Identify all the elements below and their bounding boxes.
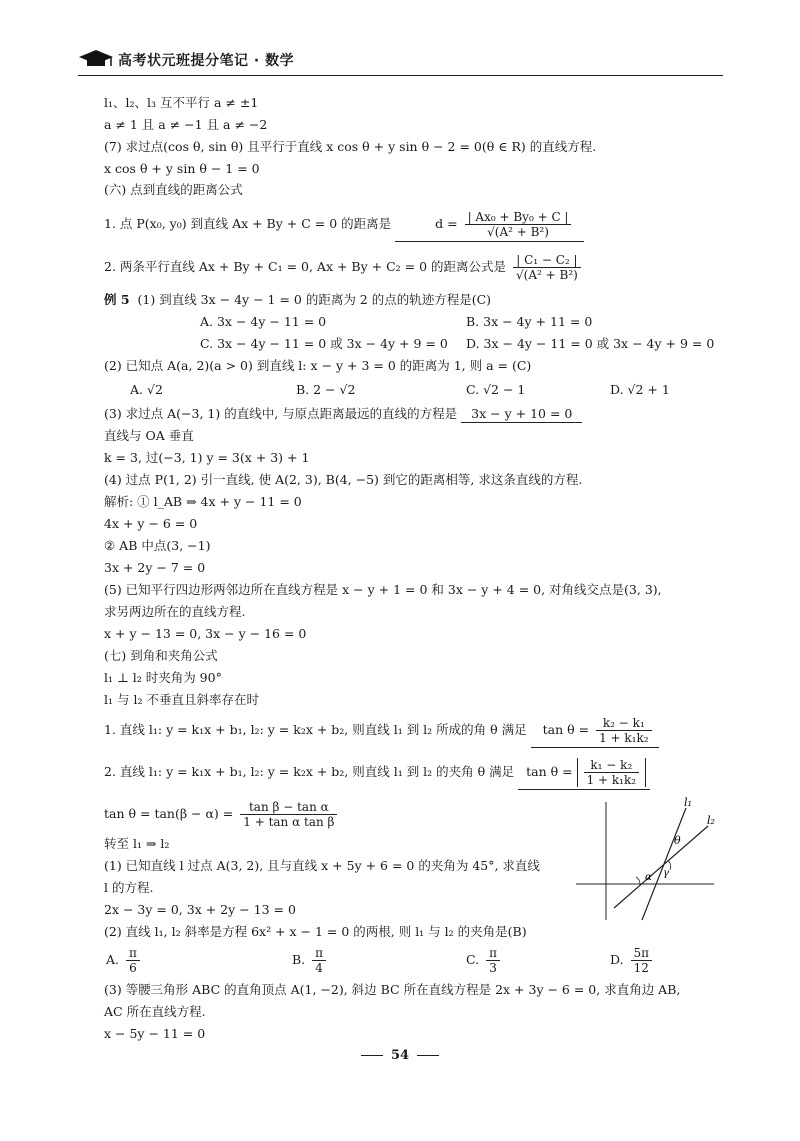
header-rule — [78, 75, 723, 76]
formula-lhs: d = — [435, 216, 458, 231]
text-line: x cos θ + y sin θ − 1 = 0 — [104, 161, 260, 176]
formula-text: 2. 直线 l₁: y = k₁x + b₁, l₂: y = k₂x + b₂, 则直线 l₁ 到 l₂ 的夹角 θ 满足 — [104, 764, 515, 779]
fraction — [584, 758, 639, 787]
question-text: (1) 到直线 3x − 4y − 1 = 0 的距离为 2 的点的轨迹方程是(C) — [137, 292, 492, 307]
fraction-numerator: k₂ − k₁ — [596, 716, 651, 731]
question-text: (1) 已知直线 l 过点 A(3, 2), 且与直线 x + 5y + 6 = 0 的夹角为 45°, 求直线 — [104, 858, 540, 873]
example-question — [104, 292, 491, 308]
text-line: l₁、l₂、l₃ 互不平行 a ≠ ±1 — [104, 95, 259, 110]
label-alpha: α — [645, 872, 652, 883]
formula-text: 1. 点 P(x₀, y₀) 到直线 Ax + By + C = 0 的距离是 — [104, 216, 392, 231]
solution-line: 2x − 3y = 0, 3x + 2y − 13 = 0 — [104, 902, 296, 917]
choice — [292, 946, 329, 975]
choice-label: D. — [610, 952, 624, 967]
fraction — [312, 946, 326, 975]
choice-label: C. — [466, 952, 480, 967]
page-footer — [0, 1048, 800, 1063]
fraction — [240, 800, 337, 829]
fraction-numerator: | Ax₀ + By₀ + C | — [465, 210, 572, 225]
label-l1: l₁ — [684, 796, 692, 809]
question-text: (4) 过点 P(1, 2) 引一直线, 使 A(2, 3), B(4, −5) 到它的距离相等, 求这条直线的方程. — [104, 472, 583, 487]
fraction — [126, 946, 140, 975]
header-title: 高考状元班提分笔记 · 数学 — [118, 53, 295, 69]
page-number: 54 — [390, 1048, 410, 1063]
fraction-denominator: 1 + k₁k₂ — [586, 773, 637, 787]
fraction-denominator: 12 — [633, 961, 649, 975]
text-line: (7) 求过点(cos θ, sin θ) 且平行于直线 x cos θ + y sin θ − 2 = 0(θ ∈ R) 的直线方程. — [104, 139, 597, 154]
formula-lhs: tan θ = tan(β − α) = — [104, 806, 234, 821]
label-gamma: γ — [663, 868, 669, 879]
formula-line — [104, 716, 659, 748]
fraction-denominator: 3 — [489, 961, 497, 975]
solution-line: ② AB 中点(3, −1) — [104, 538, 211, 553]
question-text: AC 所在直线方程. — [104, 1004, 206, 1019]
question-text: 求另两边所在的直线方程. — [104, 604, 246, 619]
graduation-cap-icon — [78, 48, 114, 70]
fraction-numerator: π — [126, 946, 140, 961]
answer-blank: 3x − y + 10 = 0 — [461, 406, 582, 423]
header — [78, 46, 718, 76]
formula-line — [104, 253, 584, 282]
line-l2 — [614, 826, 708, 908]
formula-answer — [531, 716, 659, 748]
text-line: l₁ ⊥ l₂ 时夹角为 90° — [104, 670, 222, 685]
question-line — [104, 406, 582, 423]
fraction-denominator: 1 + tan α tan β — [243, 815, 335, 829]
choice: A. 3x − 4y − 11 = 0 — [200, 314, 327, 329]
fraction-numerator: 5π — [631, 946, 653, 961]
fraction-numerator: tan β − tan α — [240, 800, 337, 815]
choice: C. √2 − 1 — [466, 382, 526, 397]
formula-line — [104, 800, 340, 829]
footer-dash — [361, 1055, 383, 1056]
choice: D. 3x − 4y − 11 = 0 或 3x − 4y + 9 = 0 — [466, 336, 715, 351]
text-line: a ≠ 1 且 a ≠ −1 且 a ≠ −2 — [104, 117, 268, 132]
fraction-numerator: π — [312, 946, 326, 961]
choice-label: A. — [106, 952, 120, 967]
formula-lhs: tan θ = — [526, 764, 573, 779]
question-text: (2) 已知点 A(a, 2)(a > 0) 到直线 l: x − y + 3 = 0 的距离为 1, 则 a = (C) — [104, 358, 532, 373]
question-text: (5) 已知平行四边形两邻边所在直线方程是 x − y + 1 = 0 和 3x − y + 4 = 0, 对角线交点是(3, 3), — [104, 582, 662, 597]
question-text: (3) 等腰三角形 ABC 的直角顶点 A(1, −2), 斜边 BC 所在直线方程是 2x + 3y − 6 = 0, 求直角边 AB, — [104, 982, 681, 997]
label-theta: θ — [674, 834, 681, 847]
formula-answer — [395, 210, 584, 242]
fraction-denominator: 1 + k₁k₂ — [599, 731, 649, 745]
choice: A. √2 — [130, 382, 163, 397]
text-line: l₁ 与 l₂ 不垂直且斜率存在时 — [104, 692, 259, 707]
choice: B. 2 − √2 — [296, 382, 356, 397]
solution-line: k = 3, 过(−3, 1) y = 3(x + 3) + 1 — [104, 450, 310, 465]
formula-line — [104, 210, 584, 242]
choice-label: B. — [292, 952, 306, 967]
choice: C. 3x − 4y − 11 = 0 或 3x − 4y + 9 = 0 — [200, 336, 448, 351]
angle-arc-alpha — [636, 877, 640, 884]
fraction — [486, 946, 500, 975]
section-heading: (六) 点到直线的距离公式 — [104, 182, 243, 197]
formula-lhs: tan θ = — [542, 722, 590, 737]
fraction — [631, 946, 653, 975]
absolute-value — [577, 758, 646, 787]
fraction-denominator: 4 — [315, 961, 323, 975]
fraction-denominator: √(A² + B²) — [516, 268, 578, 282]
formula-answer — [518, 758, 650, 790]
choice — [610, 946, 655, 975]
choice: B. 3x − 4y + 11 = 0 — [466, 314, 593, 329]
fraction-denominator: 6 — [129, 961, 137, 975]
fraction-numerator: π — [486, 946, 500, 961]
solution-line: x + y − 13 = 0, 3x − y − 16 = 0 — [104, 626, 307, 641]
fraction — [465, 210, 572, 239]
label-l2: l₂ — [707, 814, 715, 827]
solution-line: 直线与 OA 垂直 — [104, 428, 194, 443]
fraction-denominator: √(A² + B²) — [487, 225, 549, 239]
solution-line: 3x + 2y − 7 = 0 — [104, 560, 206, 575]
fraction — [596, 716, 651, 745]
formula-text: 2. 两条平行直线 Ax + By + C₁ = 0, Ax + By + C₂ = 0 的距离公式是 — [104, 259, 507, 274]
question-text: (2) 直线 l₁, l₂ 斜率是方程 6x² + x − 1 = 0 的两根, 则 l₁ 与 l₂ 的夹角是(B) — [104, 924, 527, 939]
angle-diagram — [570, 796, 720, 926]
question-text: (3) 求过点 A(−3, 1) 的直线中, 与原点距离最远的直线的方程是 — [104, 406, 458, 421]
section-heading: (七) 到角和夹角公式 — [104, 648, 218, 663]
text-line: 转至 l₁ ⇒ l₂ — [104, 836, 170, 851]
solution-line: 解析: ① l_AB ⇒ 4x + y − 11 = 0 — [104, 494, 302, 509]
choice — [106, 946, 143, 975]
fraction-numerator: | C₁ − C₂ | — [513, 253, 581, 268]
formula-text: 1. 直线 l₁: y = k₁x + b₁, l₂: y = k₂x + b₂, 则直线 l₁ 到 l₂ 所成的角 θ 满足 — [104, 722, 527, 737]
example-label: 例 5 — [104, 292, 130, 307]
choice: D. √2 + 1 — [610, 382, 670, 397]
solution-line: 4x + y − 6 = 0 — [104, 516, 198, 531]
footer-dash — [417, 1055, 439, 1056]
choice — [466, 946, 503, 975]
formula-line — [104, 758, 650, 790]
question-text: l 的方程. — [104, 880, 154, 895]
fraction-numerator: k₁ − k₂ — [584, 758, 639, 773]
fraction — [513, 253, 581, 282]
solution-line: x − 5y − 11 = 0 — [104, 1026, 206, 1041]
